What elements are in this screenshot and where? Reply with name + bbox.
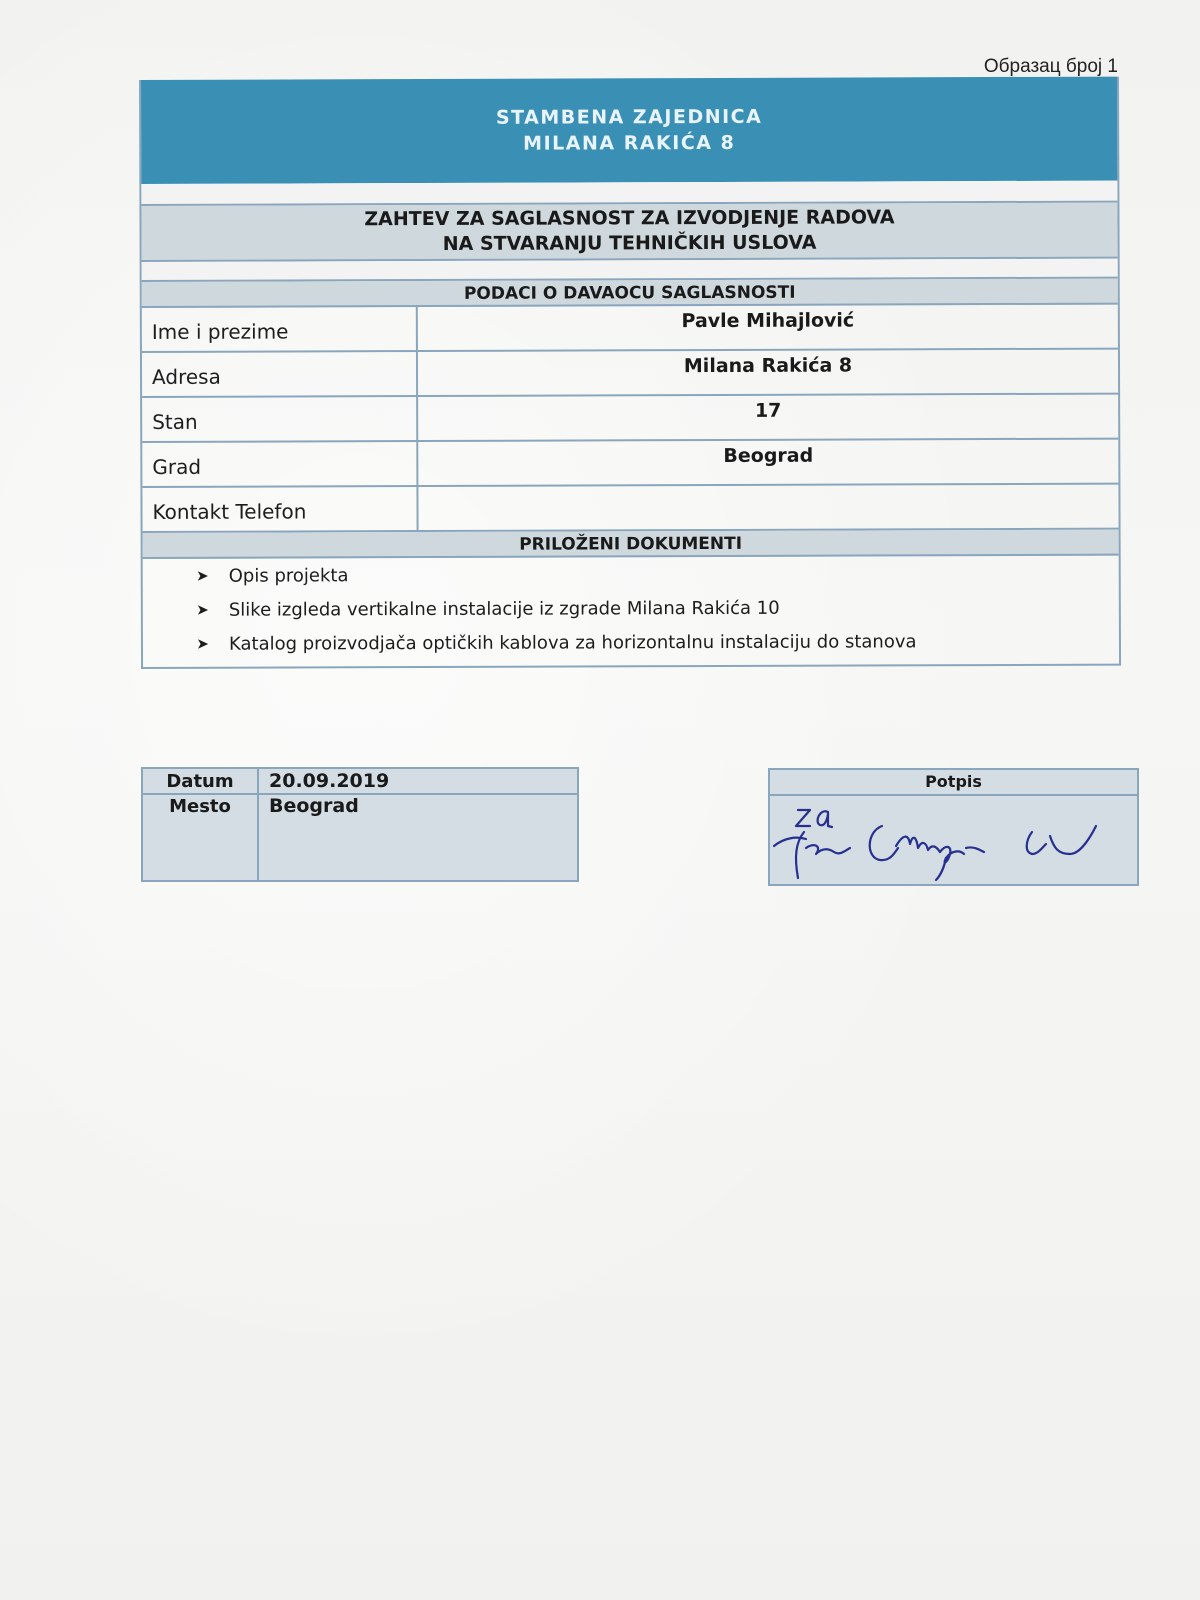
giver-section-header: PODACI O DAVAOCU SAGLASNOSTI [142, 279, 1118, 308]
documents-section-header: PRILOŽENI DOKUMENTI [143, 530, 1119, 559]
city-value: Beograd [723, 444, 814, 467]
list-item [143, 624, 1119, 661]
divider [143, 793, 577, 795]
document-item-label: Katalog proizvodjača optičkih kablova za horizontalnu instalaciju do stanova [228, 630, 917, 655]
arrow-bullet-icon: ➤ [196, 600, 209, 619]
handwritten-signature [770, 796, 1137, 884]
info-row-apartment [142, 395, 1118, 443]
banner-line-1: STAMBENA ZAJEDNICA [495, 105, 763, 129]
signature-header: Potpis [770, 770, 1137, 796]
place-value: Beograd [269, 795, 359, 817]
documents-list [143, 556, 1119, 667]
document-item-label: Opis projekta [228, 564, 349, 587]
place-label: Mesto [169, 796, 231, 817]
address-label: Adresa [142, 352, 418, 396]
address-value: Milana Rakića 8 [683, 354, 853, 378]
date-place-box [141, 767, 579, 882]
form-number: Образац број 1 [983, 56, 1118, 77]
form-title-line-2: NA STVARANJU TEHNIČKIH USLOVA [442, 231, 817, 255]
info-row-name [142, 305, 1118, 353]
divider [257, 769, 259, 880]
date-label: Datum [166, 771, 234, 792]
info-row-city [142, 440, 1118, 488]
signature-box [768, 768, 1139, 886]
name-label: Ime i prezime [142, 307, 418, 351]
arrow-bullet-icon: ➤ [196, 634, 209, 653]
info-row-address [142, 350, 1118, 398]
apartment-value: 17 [754, 399, 782, 422]
list-item [143, 590, 1119, 627]
name-value: Pavle Mihajlović [681, 309, 855, 333]
document-item-label: Slike izgleda vertikalne instalacije iz zgrade Milana Rakića 10 [228, 597, 780, 621]
phone-value [418, 485, 1118, 530]
consent-form [139, 77, 1121, 669]
phone-label: Kontakt Telefon [142, 487, 418, 531]
form-title [141, 203, 1117, 262]
form-title-line-1: ZAHTEV ZA SAGLASNOST ZA IZVODJENJE RADOVA [364, 206, 895, 231]
apartment-label: Stan [142, 397, 418, 441]
info-row-phone [142, 485, 1118, 533]
date-value: 20.09.2019 [269, 770, 390, 792]
list-item [143, 556, 1119, 593]
city-label: Grad [142, 442, 418, 486]
banner-line-2: MILANA RAKIĆA 8 [523, 131, 736, 155]
arrow-bullet-icon: ➤ [196, 566, 209, 585]
building-banner [141, 77, 1117, 184]
